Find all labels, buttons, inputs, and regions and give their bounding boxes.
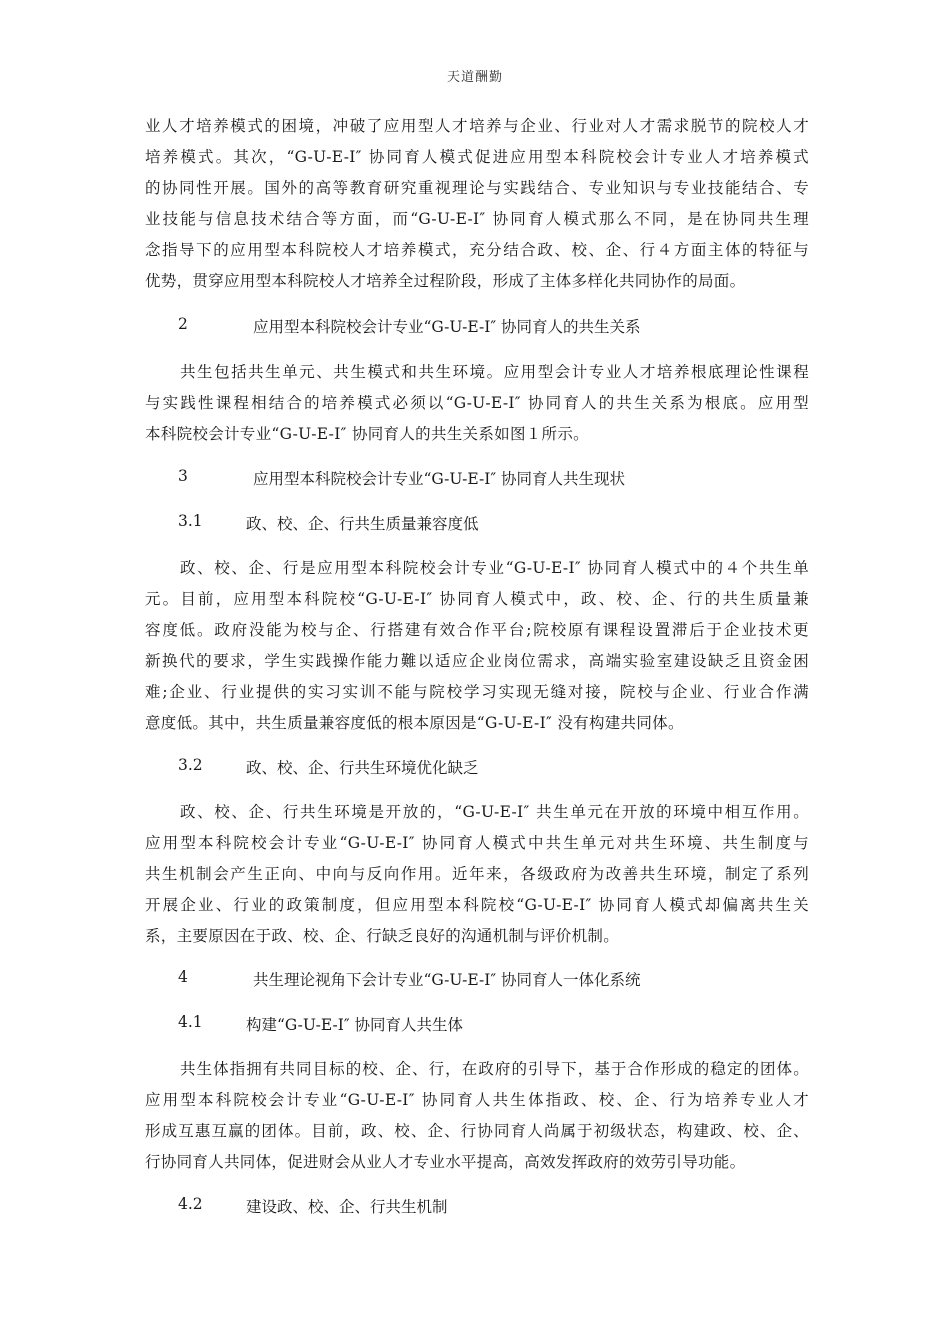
section-number: 3.1 — [178, 512, 203, 530]
body-line: 优势，贯穿应用型本科院校人才培养全过程阶段，形成了主体多样化共同协作的局面。 — [145, 272, 746, 290]
body-line: 新换代的要求，学生实践操作能力難以适应企业岗位需求，高端实验室建设缺乏且资金困 — [145, 652, 809, 670]
section-title: 建设政、校、企、行共生机制 — [246, 1198, 448, 1216]
section-number: 4 — [178, 968, 188, 986]
body-line: 的协同性开展。国外的高等教育研究重视理论与实践结合、专业知识与专业技能结合、专 — [145, 179, 809, 197]
section-number: 4.2 — [178, 1195, 203, 1213]
body-line: 开展企业、行业的政策制度，但应用型本科院校“G-U-E-I″ 协同育人模式却偏离共生关 — [145, 896, 809, 914]
body-line: 与实践性课程相结合的培养模式必须以“G-U-E-I″ 协同育人的共生关系为根底。应用型 — [145, 394, 809, 412]
body-line: 本科院校会计专业“G-U-E-I″ 协同育人的共生关系如图１所示。 — [145, 425, 589, 443]
section-title: 构建“G-U-E-I″ 协同育人共生体 — [246, 1016, 464, 1034]
body-line: 业技能与信息技术结合等方面，而“G-U-E-I″ 协同育人模式那么不同，是在协同共生理 — [145, 210, 809, 228]
section-number: 3.2 — [178, 756, 203, 774]
body-line: 共生体指拥有共同目标的校、企、行，在政府的引导下，基于合作形成的稳定的团体。 — [180, 1060, 809, 1078]
section-heading — [178, 968, 641, 989]
section-heading — [178, 315, 641, 336]
subsection-heading — [178, 1013, 464, 1034]
body-line: 容度低。政府没能为校与企、行搭建有效合作平台;院校原有课程设置滞后于企业技术更 — [145, 621, 809, 639]
subsection-heading — [178, 756, 479, 777]
section-number: 4.1 — [178, 1013, 203, 1031]
section-number: 3 — [178, 467, 188, 485]
body-line: 系，主要原因在于政、校、企、行缺乏良好的沟通机制与评价机制。 — [145, 927, 620, 945]
body-line: 难;企业、行业提供的实习实训不能与院校学习实现无缝对接，院校与企业、行业合作满 — [145, 683, 809, 701]
section-title: 应用型本科院校会计专业“G-U-E-I″ 协同育人的共生关系 — [253, 318, 641, 336]
section-heading — [178, 467, 626, 488]
subsection-heading — [178, 1195, 448, 1216]
body-line: 业人才培养模式的困境，冲破了应用型人才培养与企业、行业对人才需求脱节的院校人才 — [145, 117, 809, 135]
body-line: 政、校、企、行是应用型本科院校会计专业“G-U-E-I″ 协同育人模式中的４个共生单 — [180, 559, 809, 577]
section-title: 应用型本科院校会计专业“G-U-E-I″ 协同育人共生现状 — [253, 470, 626, 488]
body-line: 元。目前，应用型本科院校“G-U-E-I″ 协同育人模式中，政、校、企、行的共生质量兼 — [145, 590, 809, 608]
body-line: 共生机制会产生正向、中向与反向作用。近年来，各级政府为改善共生环境，制定了系列 — [145, 865, 809, 883]
body-line: 形成互惠互赢的团体。目前，政、校、企、行协同育人尚属于初级状态，构建政、校、企、 — [145, 1122, 809, 1140]
section-title: 政、校、企、行共生质量兼容度低 — [246, 515, 479, 533]
page-header: 天道酬勤 — [446, 70, 503, 85]
body-line: 政、校、企、行共生环境是开放的，“G-U-E-I″ 共生单元在开放的环境中相互作用。 — [180, 803, 809, 821]
body-line: 应用型本科院校会计专业“G-U-E-I″ 协同育人模式中共生单元对共生环境、共生制度与 — [145, 834, 809, 852]
body-line: 意度低。其中，共生质量兼容度低的根本原因是“G-U-E-I″ 没有构建共同体。 — [145, 714, 684, 732]
body-line: 应用型本科院校会计专业“G-U-E-I″ 协同育人共生体指政、校、企、行为培养专业人才 — [145, 1091, 809, 1109]
body-line: 培养模式。其次，“G-U-E-I″ 协同育人模式促进应用型本科院校会计专业人才培养模式 — [145, 148, 809, 166]
section-number: 2 — [178, 315, 188, 333]
body-line: 共生包括共生单元、共生模式和共生环境。应用型会计专业人才培养根底理论性课程 — [180, 363, 809, 381]
body-line: 行协同育人共同体，促进财会从业人才专业水平提高，高效发挥政府的效劳引导功能。 — [145, 1153, 746, 1171]
subsection-heading — [178, 512, 479, 533]
section-title: 政、校、企、行共生环境优化缺乏 — [246, 759, 479, 777]
body-line: 念指导下的应用型本科院校人才培养模式，充分结合政、校、企、行４方面主体的特征与 — [145, 241, 809, 259]
section-title: 共生理论视角下会计专业“G-U-E-I″ 协同育人一体化系统 — [253, 971, 641, 989]
